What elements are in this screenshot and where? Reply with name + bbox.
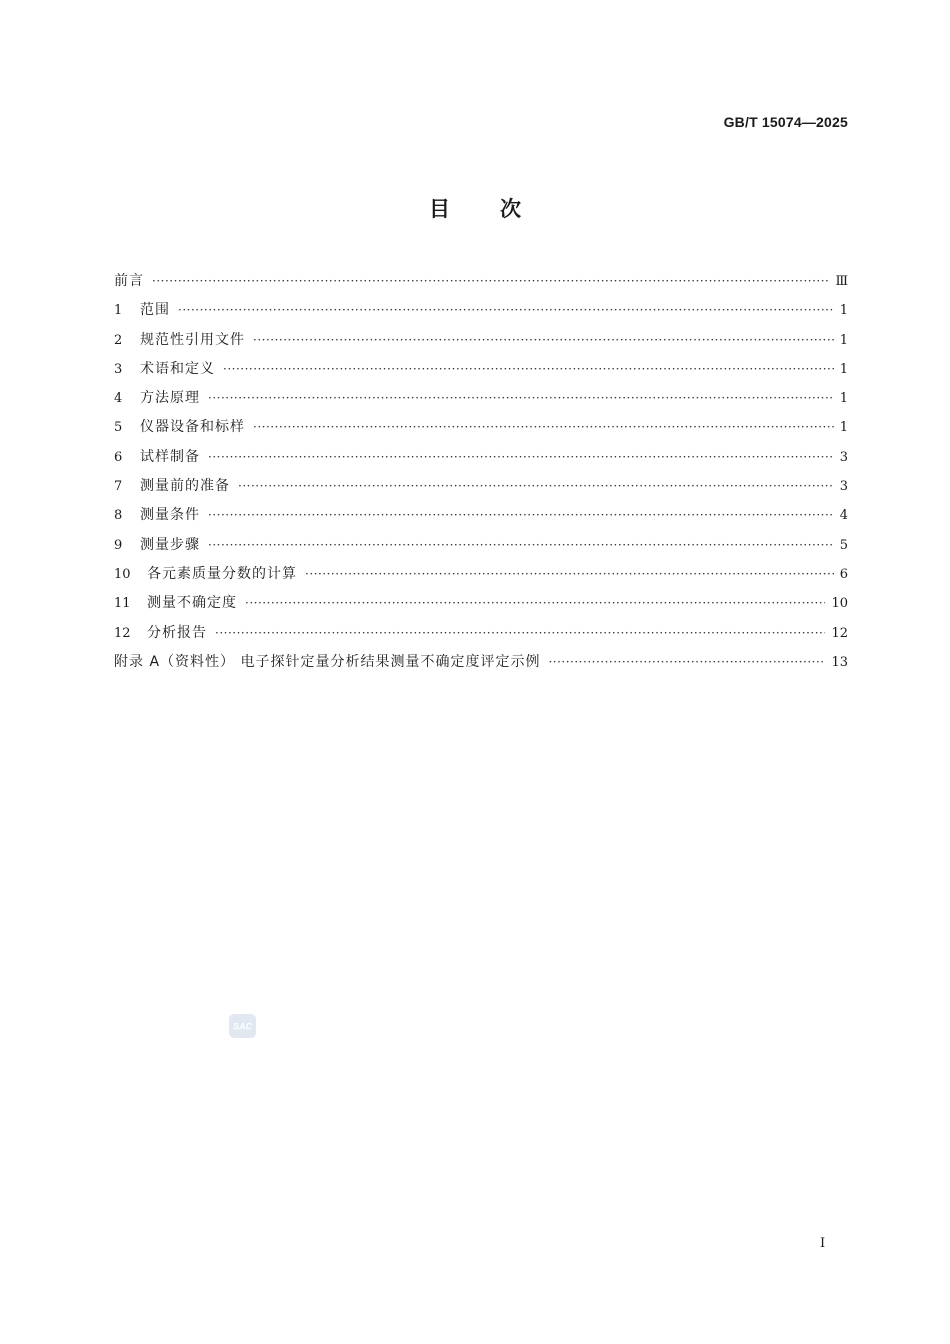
toc-entry-10[interactable]	[114, 563, 848, 592]
toc-entry-page: 4	[839, 508, 848, 524]
toc-entry-number: 5	[114, 420, 123, 436]
toc-entry-label: 测量条件	[140, 507, 200, 524]
toc-entry-label: 试样制备	[140, 448, 200, 465]
toc-entry-number: 6	[114, 449, 123, 465]
toc-entry-label: 附录 A（资料性） 电子探针定量分析结果测量不确定度评定示例	[114, 653, 541, 670]
toc-leader-dots	[548, 655, 825, 669]
toc-entry-page: 3	[839, 449, 848, 465]
toc-entry-number: 12	[114, 625, 131, 641]
toc-leader-dots	[208, 450, 834, 464]
toc-entry-label: 范围	[140, 302, 170, 319]
toc-entry-3[interactable]	[114, 358, 848, 387]
toc-entry-label: 分析报告	[147, 624, 207, 641]
toc-entry-number: 2	[114, 332, 123, 348]
standard-code: GB/T 15074—2025	[723, 114, 848, 130]
toc-entry-8[interactable]	[114, 504, 848, 533]
toc-entry-number: 10	[114, 566, 131, 582]
toc-entry-label: 仪器设备和标样	[140, 419, 245, 436]
toc-entry-label: 测量不确定度	[147, 595, 237, 612]
toc-entry-label: 术语和定义	[140, 360, 215, 377]
toc-entry-7[interactable]	[114, 475, 848, 504]
toc-entry-page: 1	[839, 361, 848, 377]
toc-leader-dots	[253, 420, 834, 434]
toc-entry-page: 1	[839, 303, 848, 319]
table-of-contents	[114, 270, 848, 680]
toc-entry-page: 1	[839, 332, 848, 348]
page-number: I	[820, 1236, 826, 1251]
toc-entry-page: Ⅲ	[835, 274, 848, 289]
toc-entry-number: 4	[114, 391, 123, 407]
toc-entry-number: 9	[114, 537, 123, 553]
toc-entry-number: 3	[114, 361, 123, 377]
toc-entry-page: 5	[839, 537, 848, 553]
toc-leader-dots	[152, 274, 829, 288]
toc-entry-page: 1	[839, 420, 848, 436]
toc-entry-page: 1	[839, 391, 848, 407]
toc-leader-dots	[305, 567, 834, 581]
page-title: 目次	[429, 197, 571, 221]
toc-entry-label: 规范性引用文件	[140, 331, 245, 348]
sac-logo-icon	[231, 1020, 254, 1032]
toc-entry-number: 1	[114, 303, 123, 319]
toc-leader-dots	[208, 391, 834, 405]
toc-entry-12[interactable]	[114, 622, 848, 651]
toc-entry-label: 测量前的准备	[140, 478, 230, 495]
toc-entry-page: 13	[831, 654, 848, 670]
toc-leader-dots	[245, 596, 825, 610]
toc-entry-label: 各元素质量分数的计算	[147, 565, 297, 582]
toc-entry-number: 7	[114, 479, 123, 495]
toc-entry-1[interactable]	[114, 299, 848, 328]
toc-entry-9[interactable]	[114, 534, 848, 563]
toc-entry-4[interactable]	[114, 387, 848, 416]
toc-entry-6[interactable]	[114, 446, 848, 475]
toc-entry-page: 3	[839, 479, 848, 495]
toc-entry-number: 8	[114, 508, 123, 524]
sac-logo-text: SAC	[232, 1021, 253, 1032]
toc-entry-label: 测量步骤	[140, 536, 200, 553]
toc-leader-dots	[208, 508, 834, 522]
toc-entry-annex-a[interactable]	[114, 651, 848, 680]
toc-leader-dots	[253, 333, 834, 347]
toc-leader-dots	[215, 626, 825, 640]
toc-leader-dots	[208, 538, 834, 552]
toc-entry-foreword[interactable]	[114, 270, 848, 299]
toc-entry-label: 方法原理	[140, 390, 200, 407]
toc-entry-page: 12	[831, 625, 848, 641]
toc-entry-5[interactable]	[114, 416, 848, 445]
sac-watermark-logo	[229, 1014, 256, 1038]
toc-entry-page: 6	[839, 566, 848, 582]
toc-entry-page: 10	[831, 596, 848, 612]
toc-leader-dots	[223, 362, 834, 376]
toc-leader-dots	[238, 479, 834, 493]
toc-leader-dots	[178, 303, 834, 317]
toc-entry-11[interactable]	[114, 592, 848, 621]
toc-entry-label: 前言	[114, 273, 144, 289]
toc-entry-2[interactable]	[114, 329, 848, 358]
toc-entry-number: 11	[114, 596, 131, 612]
